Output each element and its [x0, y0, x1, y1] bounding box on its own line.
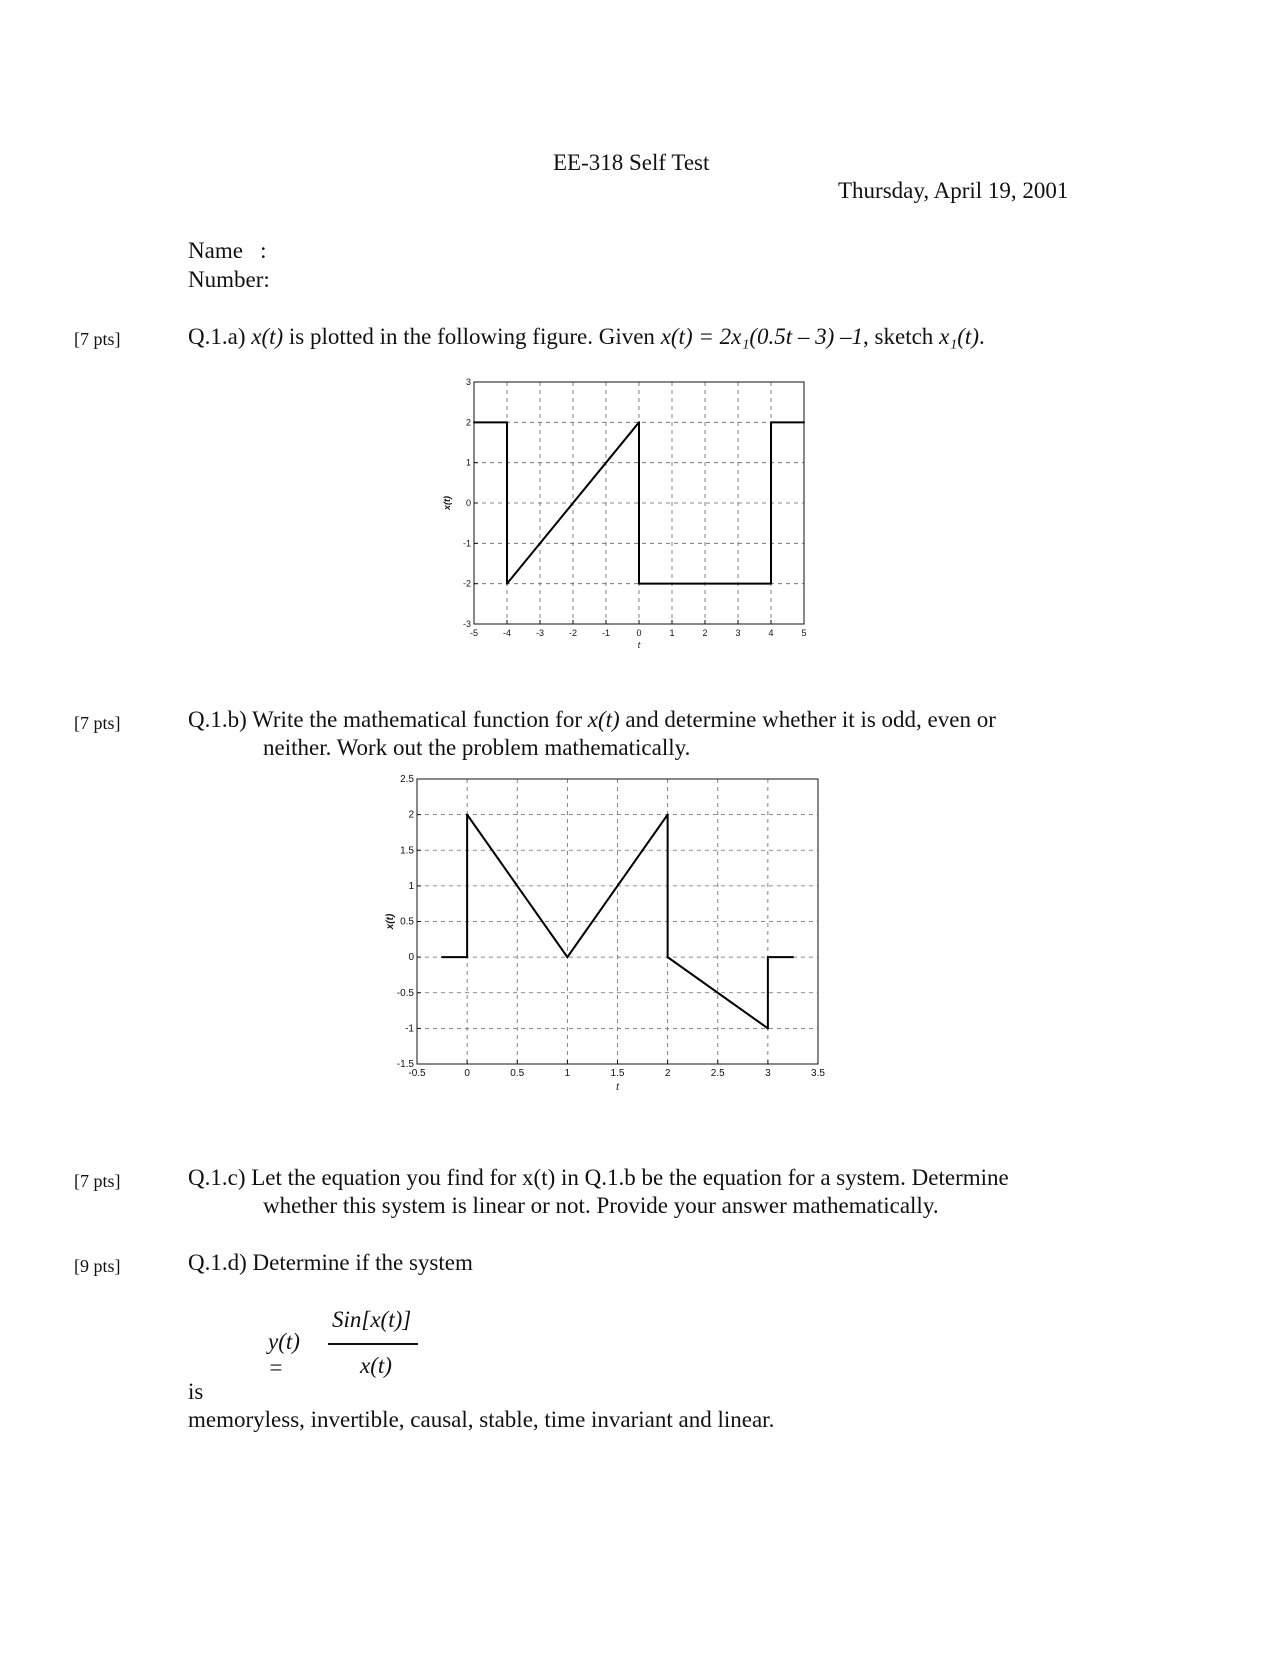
question-q1c-line1: Q.1.c) Let the equation you find for x(t) in Q.1.b be the equation for a system. Determine: [188, 1165, 1009, 1190]
y-tick-label: -3: [462, 619, 471, 629]
q1a-formula: x(t) = 2x₁(0.5t – 3) –1: [660, 324, 864, 349]
x-tick-label: 5: [801, 628, 807, 638]
q1b-prefix: Q.1.b) Write the mathematical function for: [188, 707, 588, 732]
points-q1d: [9 pts]: [74, 1256, 121, 1276]
x-tick-label: 2.5: [710, 1068, 725, 1079]
question-q1b-line1: [188, 707, 996, 733]
y-tick-label: 0: [408, 952, 414, 964]
fraction-bar: [328, 1343, 418, 1345]
x-axis-label: t: [637, 640, 641, 650]
y-tick-label: 2.5: [400, 775, 414, 785]
question-q1a: [188, 324, 985, 350]
question-q1d-is: is: [188, 1379, 204, 1404]
y-tick-label: 1: [408, 880, 414, 892]
question-q1d-final: memoryless, invertible, causal, stable, time invariant and linear.: [188, 1407, 775, 1432]
x-tick-label: 1: [669, 628, 675, 638]
page-title: EE-318 Self Test: [553, 150, 710, 175]
q1a-formula2: x₁(t): [939, 324, 979, 349]
q1b-suffix: and determine whether it is odd, even or: [619, 707, 996, 732]
q1a-xt: x(t): [251, 324, 284, 349]
question-q1b-line2: neither. Work out the problem mathematically.: [263, 735, 691, 760]
y-tick-label: 2: [465, 417, 471, 428]
name-label: Name :: [188, 238, 267, 263]
points-q1c: [7 pts]: [74, 1171, 121, 1191]
x-tick-label: -4: [502, 628, 512, 638]
y-tick-label: 1: [465, 457, 471, 468]
equation-numerator: Sin[x(t)]: [332, 1307, 412, 1332]
x-tick-label: 3: [735, 628, 741, 638]
x-tick-label: -5: [469, 628, 479, 638]
y-tick-label: -1.5: [396, 1059, 414, 1070]
figure-1-plot: [440, 370, 840, 670]
y-tick-label: 2: [408, 809, 414, 821]
y-tick-label: 1.5: [400, 845, 414, 857]
points-q1b: [7 pts]: [74, 713, 121, 733]
y-tick-label: 3: [465, 377, 471, 387]
x-tick-label: 2: [664, 1068, 671, 1079]
q1a-text1: is plotted in the following figure. Given: [283, 324, 661, 349]
x-tick-label: -1: [601, 628, 611, 638]
x-tick-label: 4: [768, 628, 774, 638]
y-tick-label: 0.5: [400, 916, 414, 928]
x-tick-label: 0: [464, 1068, 470, 1079]
x-tick-label: 3.5: [811, 1068, 825, 1079]
number-label: Number:: [188, 267, 270, 292]
x-tick-label: 1.5: [610, 1068, 625, 1079]
figure-2-plot: [380, 775, 880, 1135]
q1a-prefix: Q.1.a): [188, 324, 252, 349]
date: Thursday, April 19, 2001: [838, 178, 1069, 203]
x-tick-label: 3: [765, 1068, 771, 1079]
question-q1c-line2: whether this system is linear or not. Provide your answer mathematically.: [263, 1193, 939, 1218]
q1a-text3: .: [978, 324, 985, 349]
equation-lhs: y(t) =: [268, 1329, 300, 1380]
points-q1a: [7 pts]: [74, 329, 121, 349]
x-tick-label: -2: [568, 628, 578, 638]
x-tick-label: 2: [702, 628, 708, 638]
q1b-xt: x(t): [587, 707, 620, 732]
question-q1d-line1: Q.1.d) Determine if the system: [188, 1250, 473, 1275]
x-tick-label: -3: [535, 628, 545, 638]
y-tick-label: -1: [405, 1023, 414, 1035]
x-tick-label: 0: [636, 628, 642, 638]
x-tick-label: -0.5: [408, 1068, 426, 1079]
x-tick-label: 1: [564, 1068, 571, 1079]
y-tick-label: -2: [462, 578, 471, 589]
y-axis-label: x(t): [442, 496, 452, 510]
y-tick-label: -1: [462, 538, 471, 549]
x-axis-label: t: [616, 1082, 619, 1093]
x-tick-label: 0.5: [510, 1068, 525, 1079]
y-tick-label: 0: [465, 498, 471, 508]
y-tick-label: -0.5: [396, 987, 414, 999]
y-axis-label: x(t): [385, 913, 396, 930]
equation-denominator: x(t): [360, 1353, 392, 1378]
q1a-text2: , sketch: [863, 324, 940, 349]
